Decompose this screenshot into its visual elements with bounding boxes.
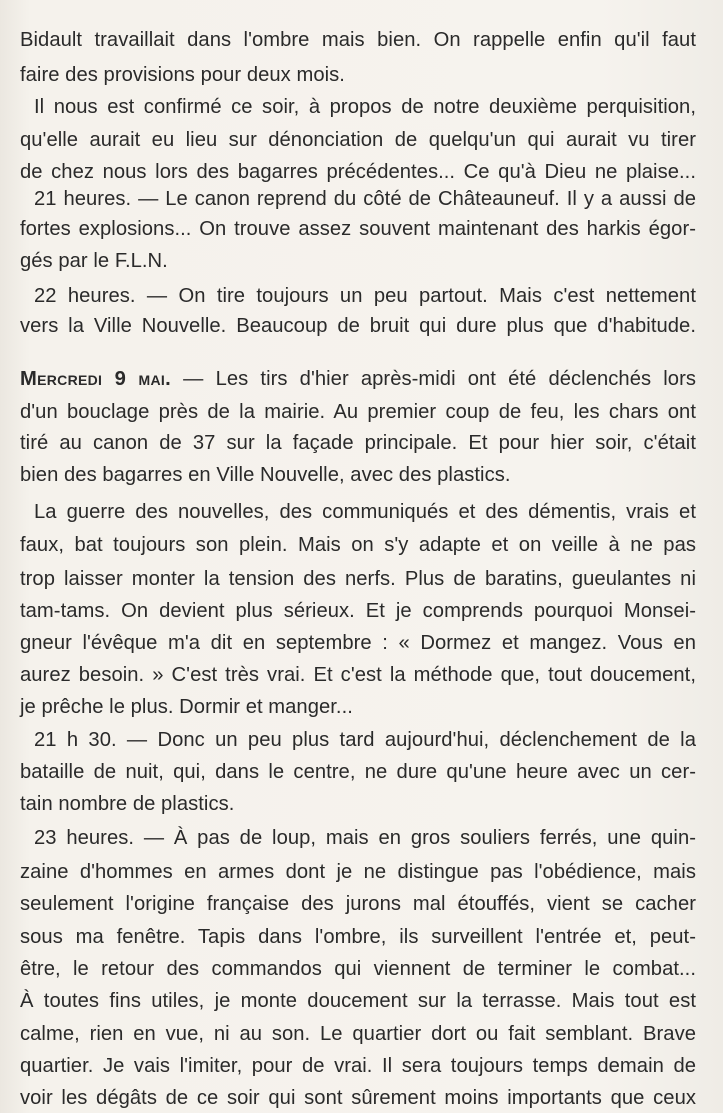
text-line: Il nous est confirmé ce soir, à propos de notre deuxième perquisition, [34, 96, 696, 118]
text-line: vers la Ville Nouvelle. Beaucoup de bruit qui dure plus que d'habitude. [20, 315, 696, 337]
text-line: faire des provisions pour deux mois. [20, 64, 345, 86]
text-line: qu'elle aurait eu lieu sur dénonciation de quelqu'un qui aurait vu tirer [20, 129, 696, 151]
text-line: d'un bouclage près de la mairie. Au premier coup de feu, les chars ont [20, 401, 696, 423]
text-line: je prêche le plus. Dormir et manger... [20, 696, 353, 718]
text-line: sous ma fenêtre. Tapis dans l'ombre, ils surveillent l'entrée et, peut- [20, 926, 696, 948]
text-line: trop laisser monter la tension des nerfs. Plus de baratins, gueulantes ni [20, 568, 696, 590]
text-line: faux, bat toujours son plein. Mais on s'y adapte et on veille à ne pas [20, 534, 696, 556]
text-line: 22 heures. — On tire toujours un peu partout. Mais c'est nettement [34, 285, 696, 307]
text-line: bien des bagarres en Ville Nouvelle, avec des plastics. [20, 464, 511, 486]
text-line: tain nombre de plastics. [20, 793, 235, 815]
text-line: tiré au canon de 37 sur la façade principale. Et pour hier soir, c'était [20, 432, 696, 454]
text-line: fortes explosions... On trouve assez souvent maintenant des harkis égor- [20, 218, 696, 240]
text-line: 21 h 30. — Donc un peu plus tard aujourd'hui, déclenchement de la [34, 729, 696, 751]
text-span: — Les tirs d'hier après-midi ont été déclenchés lors [171, 368, 696, 390]
text-line: être, le retour des commandos qui viennent de terminer le combat... [20, 958, 696, 980]
text-line: La guerre des nouvelles, des communiqués et des démentis, vrais et [34, 501, 696, 523]
text-line: seulement l'origine française des jurons mal étouffés, vient se cacher [20, 893, 696, 915]
text-line: 23 heures. — À pas de loup, mais en gros souliers ferrés, une quin- [34, 827, 696, 849]
text-line: de chez nous lors des bagarres précédentes... Ce qu'à Dieu ne plaise... [20, 161, 696, 183]
text-line: gneur l'évêque m'a dit en septembre : « Dormez et mangez. Vous en [20, 632, 696, 654]
text-line: À toutes fins utiles, je monte doucement sur la terrasse. Mais tout est [20, 990, 696, 1012]
text-line: gés par le F.L.N. [20, 250, 168, 272]
text-line [20, 364, 696, 394]
text-line: tam-tams. On devient plus sérieux. Et je comprends pourquoi Monsei- [20, 600, 696, 622]
text-line: calme, rien en vue, ni au son. Le quartier dort ou fait semblant. Brave [20, 1023, 696, 1045]
text-line: aurez besoin. » C'est très vrai. Et c'est la méthode que, tout doucement, [20, 664, 696, 686]
text-line: quartier. Je vais l'imiter, pour de vrai. Il sera toujours temps demain de [20, 1055, 696, 1077]
text-line: 21 heures. — Le canon reprend du côté de Châteauneuf. Il y a aussi de [34, 188, 696, 210]
text-line: zaine d'hommes en armes dont je ne distingue pas l'obédience, mais [20, 861, 696, 883]
text-line: bataille de nuit, qui, dans le centre, ne dure qu'une heure avec un cer- [20, 761, 696, 783]
date-heading: Mercredi 9 mai. [20, 368, 172, 390]
text-line: voir les dégâts de ce soir qui sont sûrement moins importants que ceux [20, 1087, 696, 1109]
text-line: Bidault travaillait dans l'ombre mais bien. On rappelle enfin qu'il faut [20, 29, 696, 51]
